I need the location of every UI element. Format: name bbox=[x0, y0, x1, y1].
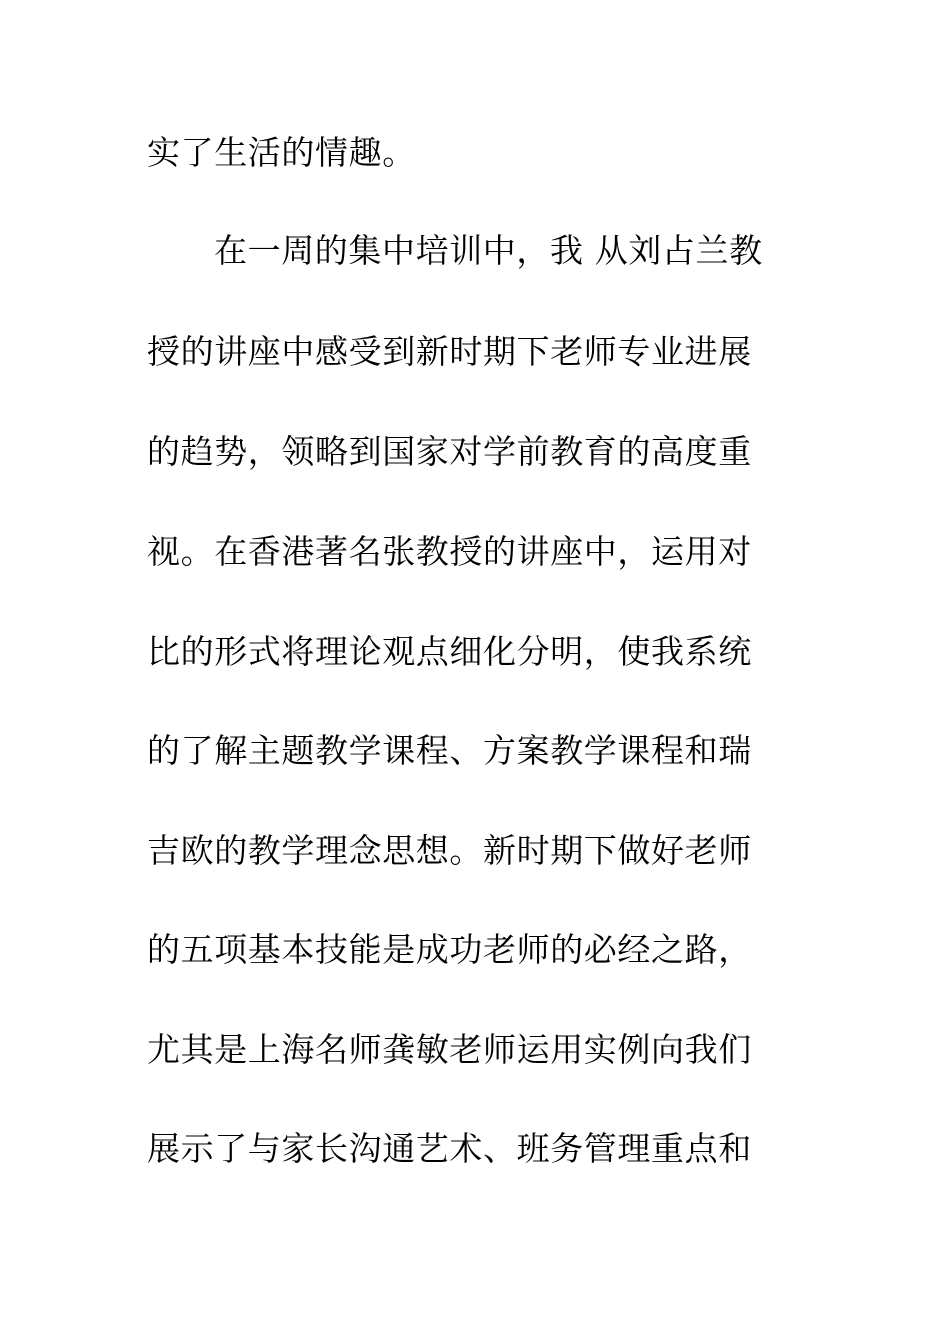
text-line: 的了解主题教学课程、方案教学课程和瑞 bbox=[147, 731, 752, 770]
text-line: 尤其是上海名师龚敏老师运用实例向我们 bbox=[147, 1030, 752, 1069]
paragraph-first-line: 在一周的集中培训中，我 从刘占兰教 bbox=[214, 231, 763, 270]
text-line: 的五项基本技能是成功老师的必经之路， bbox=[147, 930, 752, 969]
text-line: 授的讲座中感受到新时期下老师专业进展 bbox=[147, 332, 752, 371]
text-line: 吉欧的教学理念思想。新时期下做好老师 bbox=[147, 831, 752, 870]
text-line: 展示了与家长沟通艺术、班务管理重点和 bbox=[147, 1129, 752, 1168]
text-line: 比的形式将理论观点细化分明，使我系统 bbox=[147, 632, 752, 671]
text-line: 视。在香港著名张教授的讲座中，运用对 bbox=[147, 532, 752, 571]
text-line: 的趋势，领略到国家对学前教育的高度重 bbox=[147, 432, 752, 471]
text-line: 实了生活的情趣。 bbox=[147, 133, 416, 172]
